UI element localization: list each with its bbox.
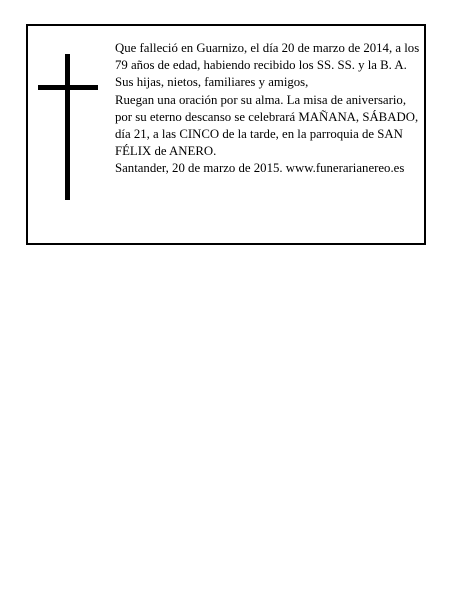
latin-cross-icon <box>38 54 100 200</box>
cross-vertical-bar <box>65 54 70 200</box>
notice-text <box>115 40 425 178</box>
cross-horizontal-bar <box>38 85 98 90</box>
notice-paragraph-death: Que falleció en Guarnizo, el día 20 de marzo de 2014, a los 79 años de edad, habiendo recibido los SS. SS. y la B. A. <box>115 41 420 73</box>
notice-paragraph-signature: Santander, 20 de marzo de 2015. www.funerarianereo.es <box>115 161 405 176</box>
obituary-notice <box>26 24 426 245</box>
notice-paragraph-family: Sus hijas, nietos, familiares y amigos, <box>115 75 309 90</box>
notice-paragraph-mass: Ruegan una oración por su alma. La misa de aniversario, por su eterno descanso se celebrará MAÑANA, SÁBADO, día 21, a las CINCO de la tarde, en la parroquia de SAN FÉLIX de ANERO. <box>115 92 419 159</box>
